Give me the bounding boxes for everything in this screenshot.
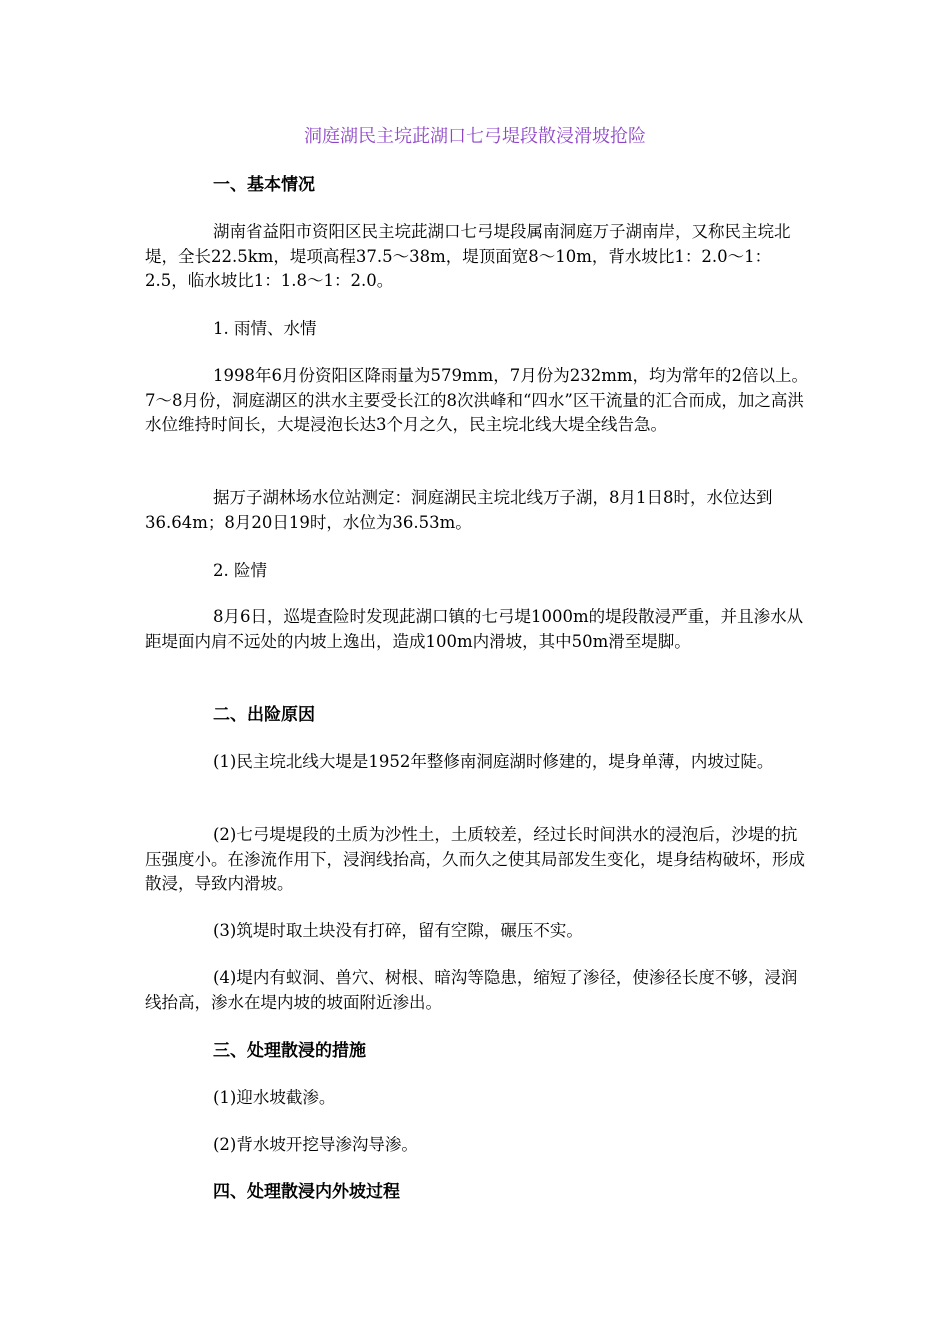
document-title: 洞庭湖民主垸茈湖口七弓堤段散浸滑坡抢险 xyxy=(304,126,646,147)
paragraph-danger: 8月6日，巡堤查险时发现茈湖口镇的七弓堤1000m的堤段散浸严重，并且渗水从距堤面内肩不远处的内坡上逸出，造成100m内滑坡，其中50m滑至堤脚。 xyxy=(145,607,804,651)
paragraph-cause-3: (3)筑堤时取土块没有打碎，留有空隙，碾压不实。 xyxy=(213,921,583,940)
section-heading-measures: 三、处理散浸的措施 xyxy=(213,1041,366,1061)
subheading-danger: 2. 险情 xyxy=(213,561,267,580)
paragraph-water-level: 据万子湖林场水位站测定：洞庭湖民主垸北线万子湖，8月1日8时，水位达到36.64m；8月20日19时，水位为36.53m。 xyxy=(145,488,773,532)
section-heading-process: 四、处理散浸内外坡过程 xyxy=(213,1182,400,1202)
paragraph-cause-1: (1)民主垸北线大堤是1952年整修南洞庭湖时修建的，堤身单薄，内坡过陡。 xyxy=(213,752,774,771)
section-heading-causes: 二、出险原因 xyxy=(213,705,315,725)
paragraph-cause-2: (2)七弓堤堤段的土质为沙性土，土质较差，经过长时间洪水的浸泡后，沙堤的抗压强度小。在渗流作用下，浸润线抬高，久而久之使其局部发生变化，堤身结构破坏，形成散浸，导致内滑坡。 xyxy=(145,825,805,893)
subheading-rain-water: 1. 雨情、水情 xyxy=(213,319,317,338)
paragraph-measure-2: (2)背水坡开挖导渗沟导渗。 xyxy=(213,1135,418,1154)
paragraph-rainfall: 1998年6月份资阳区降雨量为579mm，7月份为232mm，均为常年的2倍以上。7～8月份，洞庭湖区的洪水主要受长江的8次洪峰和“四水”区干流量的汇合而成，加之高洪水位维持时间长，大堤浸泡长达3个月之久，民主垸北线大堤全线告急。 xyxy=(145,366,809,434)
paragraph-cause-4: (4)堤内有蚁洞、兽穴、树根、暗沟等隐患，缩短了渗径，使渗径长度不够，浸润线抬高，渗水在堤内坡的坡面附近渗出。 xyxy=(145,968,798,1012)
section-heading-basic-info: 一、基本情况 xyxy=(213,175,315,195)
paragraph-measure-1: (1)迎水坡截渗。 xyxy=(213,1088,336,1107)
paragraph-basic-info: 湖南省益阳市资阳区民主垸茈湖口七弓堤段属南洞庭万子湖南岸，又称民主垸北堤，全长22.5km，堤项高程37.5～38m，堤顶面宽8～10m，背水坡比1：2.0～1：2.5，临水坡比1：1.8～1：2.0。 xyxy=(145,222,791,290)
